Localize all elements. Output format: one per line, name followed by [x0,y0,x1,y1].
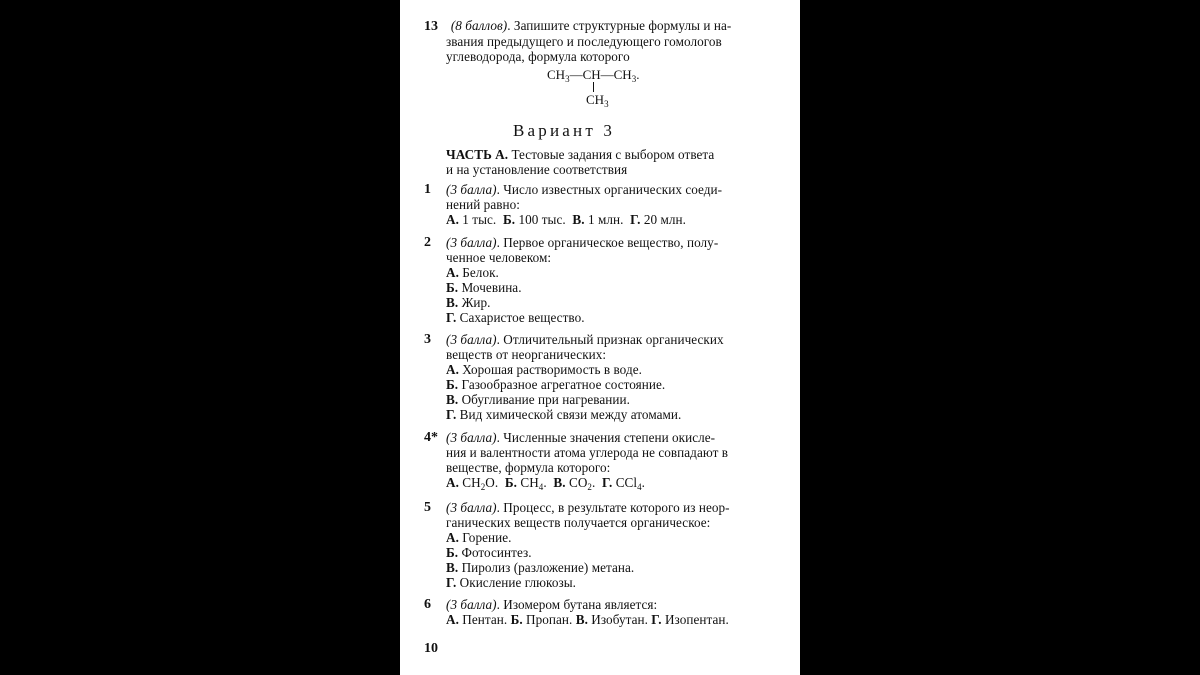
q6-answer-d: Изопентан. [664,612,729,627]
q6-answer-a: Пентан. [462,612,508,627]
q4-answer-a-letter: А. [446,475,459,490]
q6-text-1: . Изомером бутана является: [496,597,658,612]
q3-points: (3 балла) [446,332,497,347]
q3-answer-d-letter: Г. [446,407,457,422]
q2-text-1: . Первое органическое вещество, полу- [496,235,719,250]
q13-text-1: . Запишите структурные формулы и на- [507,18,732,33]
q6-number: 6 [424,597,432,612]
q5-line1 [446,500,730,515]
q1-answer-c: 1 млн. [587,212,624,227]
q13-points: (8 баллов) [450,18,508,33]
q4-answer-c [569,475,595,490]
q3-answer-a-text: Хорошая растворимость в воде. [462,362,642,377]
q2-answer-b-text: Мочевина. [461,280,522,295]
formula-ch3-left: CH [547,67,566,82]
part-a-label: ЧАСТЬ А. [446,147,509,162]
q3-answer-a [446,362,642,377]
part-a-line1 [446,147,714,162]
q4-answer-b-letter: Б. [504,475,518,490]
q4-c-tail: . [591,475,596,490]
q1-answer-a-letter: А. [446,212,459,227]
page-content [400,0,800,675]
q6-answer-c: Изобутан. [591,612,648,627]
q6-answer-b-letter: Б. [510,612,523,627]
q5-answer-b-text: Фотосинтез. [461,545,532,560]
q3-answer-c-letter: В. [446,392,459,407]
formula-branch-bond [593,82,594,92]
q5-answer-a-text: Горение. [462,530,512,545]
q1-answer-b: 100 тыс. [518,212,566,227]
q2-answer-c [446,295,491,310]
q2-answer-a-text: Белок. [462,265,499,280]
q4-d-sub: 4 [637,482,642,492]
q1-answer-d-letter: Г. [630,212,641,227]
q2-answer-a [446,265,499,280]
q4-answer-d-letter: Г. [602,475,613,490]
q5-text-1: . Процесс, в результате которого из неор- [496,500,730,515]
page-number: 10 [424,641,438,656]
q2-answer-d [446,310,585,325]
q3-answer-b-letter: Б. [446,377,459,392]
q3-line1 [446,332,724,347]
q3-answer-c-text: Обугливание при нагревании. [461,392,630,407]
q6-answer-a-letter: А. [446,612,459,627]
q2-answer-a-letter: А. [446,265,459,280]
q5-number: 5 [424,500,432,515]
q2-answer-d-letter: Г. [446,310,457,325]
q2-number: 2 [424,235,432,250]
q4-a-base: CH [462,475,481,490]
q5-answer-d-letter: Г. [446,575,457,590]
part-a-line2: и на установление соответствия [446,162,628,177]
q5-answer-a-letter: А. [446,530,459,545]
q3-answer-b [446,377,665,392]
q6-answer-c-letter: В. [575,612,588,627]
part-a-text-1: Тестовые задания с выбором ответа [508,147,715,162]
q1-text-1: . Число известных органических соеди- [496,182,723,197]
q13-number: 13 [424,19,439,34]
formula-branch-sub: 3 [604,99,609,109]
q1-answer-b-letter: Б. [502,212,516,227]
q2-answer-d-text: Сахаристое вещество. [459,310,585,325]
q5-answer-d [446,575,576,590]
q4-number: 4* [424,430,439,445]
q5-line2: ганических веществ получается органическое: [446,515,711,530]
q3-text-1: . Отличительный признак органических [496,332,724,347]
book-page [400,0,800,675]
q3-answer-b-text: Газообразное агрегатное состояние. [461,377,666,392]
q4-line3: веществе, формула которого: [446,460,611,475]
q1-answer-a: 1 тыс. [462,212,497,227]
q4-answer-c-letter: В. [553,475,566,490]
q5-answer-b-letter: Б. [446,545,459,560]
q1-line2: нений равно: [446,197,520,212]
formula-chain: —CH—CH [569,67,632,82]
q13-line3: углеводорода, формула которого [446,49,630,64]
q3-line2: веществ от неорганических: [446,347,607,362]
q2-answer-b [446,280,522,295]
q5-points: (3 балла) [446,500,497,515]
q5-answer-c-letter: В. [446,560,459,575]
q6-answer-b: Пропан. [526,612,573,627]
q5-answer-c-text: Пиролиз (разложение) метана. [461,560,635,575]
q4-answer-b [520,475,546,490]
q3-answer-a-letter: А. [446,362,459,377]
q1-number: 1 [424,182,432,197]
formula-period: . [636,67,640,82]
q1-answer-c-letter: В. [572,212,585,227]
q1-answers [446,212,686,227]
q2-answer-b-letter: Б. [446,280,459,295]
q2-answer-c-text: Жир. [461,295,491,310]
q4-b-base: CH [520,475,539,490]
q13-line1 [424,18,731,34]
q1-line1 [446,182,722,197]
q6-points: (3 балла) [446,597,497,612]
q3-answer-d-text: Вид химической связи между атомами. [459,407,682,422]
q4-d-tail: . [641,475,646,490]
q4-line2: ния и валентности атома углерода не совпадают в [446,445,729,460]
q4-a-sub: 2 [480,482,486,492]
q3-answer-d [446,407,681,422]
q4-formulas [446,475,645,490]
q2-answer-c-letter: В. [446,295,459,310]
structural-formula-branch [586,92,609,108]
q6-line1 [446,597,657,612]
q4-line1 [446,430,715,445]
q6-answer-d-letter: Г. [651,612,662,627]
structural-formula-main [547,67,639,83]
q1-answer-d: 20 млн. [643,212,686,227]
formula-sub-left: 3 [565,74,570,84]
formula-sub-right: 3 [631,74,637,84]
formula-branch-ch: CH [586,92,605,107]
q4-text-1: . Численные значения степени окисле- [496,430,716,445]
q4-points: (3 балла) [446,430,497,445]
q2-points: (3 балла) [446,235,497,250]
q13-line2: звания предыдущего и последующего гомологов [446,34,722,49]
q3-number: 3 [424,332,432,347]
q5-answer-d-text: Окисление глюкозы. [459,575,576,590]
q5-answer-b [446,545,532,560]
q4-c-sub: 2 [587,482,592,492]
q2-line1 [446,235,718,250]
q4-b-sub: 4 [538,482,544,492]
q4-b-tail: . [543,475,547,490]
q5-answer-a [446,530,511,545]
q4-d-base: CCl [615,475,638,490]
q4-c-base: CO [568,475,588,490]
q5-answer-c [446,560,634,575]
q4-a-tail: O. [485,475,499,490]
q1-points: (3 балла) [446,182,497,197]
q4-answer-d [616,475,645,490]
q6-answers [446,612,729,627]
variant-title: Вариант 3 [513,121,616,140]
q3-answer-c [446,392,630,407]
q4-answer-a [462,475,498,490]
q2-line2: ченное человеком: [446,250,552,265]
